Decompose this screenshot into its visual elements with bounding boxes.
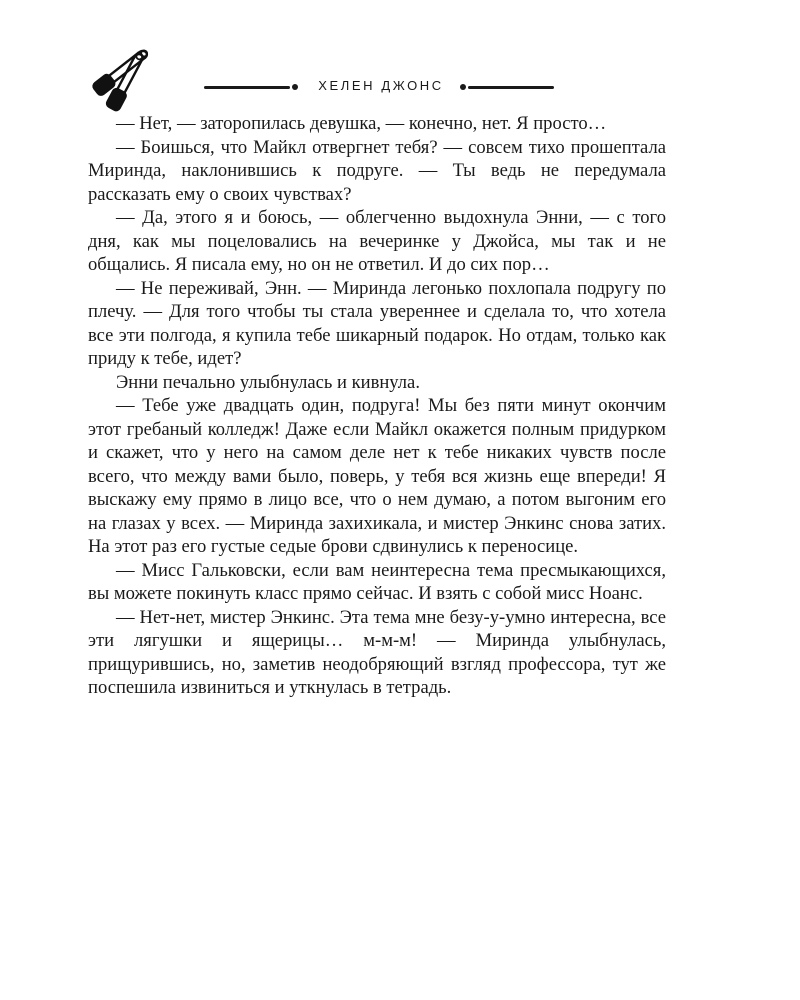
page-body — [88, 112, 666, 700]
paragraph-1: — Нет, — заторопилась девушка, — конечно, нет. Я просто… — [116, 113, 607, 134]
header-dot-right — [460, 84, 466, 90]
paragraph-3: — Да, этого я и боюсь, — облегченно выдохнула Энни, — с того дня, как мы поцеловались на вечеринке у Джойса, мы так и не общались. Я писала ему, но он не ответил. И до сих пор… — [88, 207, 666, 275]
header-rule-left — [204, 86, 290, 89]
paragraph-6: — Тебе уже двадцать один, подруга! Мы без пяти минут окончим этот гребаный колледж! Даже если Майкл окажется полным придурком и скажет, что у него на самом деле нет к тебе никаких чувств после всего, что между вами было, поверь, у тебя вся жизнь еще впереди! Я выскажу ему прямо в лицо все, что о нем думаю, а потом выгоним его на глазах у всех. — Миринда захихикала, и мистер Энкинс снова затих. На этот раз его густые седые брови сдвинулись к переносице. — [88, 395, 666, 557]
paragraph-5: Энни печально улыбнулась и кивнула. — [116, 371, 420, 393]
page-header — [0, 0, 800, 110]
safety-pins-icon — [86, 44, 166, 114]
paragraph-4: — Не переживай, Энн. — Миринда легонько похлопала подругу по плечу. — Для того чтобы ты стала увереннее и сделала то, что хотела все эти полгода, я купила тебе шикарный подарок. Но отдам, только как приду к тебе, идет? — [88, 277, 666, 369]
paragraph-8: — Нет-нет, мистер Энкинс. Эта тема мне безу-у-умно интересна, все эти лягушки и ящерицы… м-м-м! — Миринда улыбнулась, прищурившись, но, заметив неодобряющий взгляд профессора, тут же поспешила извиниться и уткнулась в тетрадь. — [88, 606, 666, 698]
running-head-author: ХЕЛЕН ДЖОНС — [318, 78, 444, 93]
header-dot-left — [292, 84, 298, 90]
paragraph-2: — Боишься, что Майкл отвергнет тебя? — совсем тихо прошептала Миринда, наклонившись к подруге. — Ты ведь не передумала рассказать ему о своих чувствах? — [88, 136, 666, 205]
header-rule-right — [468, 86, 554, 89]
paragraph-7: — Мисс Гальковски, если вам неинтересна тема пресмыкающихся, вы можете покинуть класс прямо сейчас. И взять с собой мисс Ноанс. — [88, 559, 666, 604]
